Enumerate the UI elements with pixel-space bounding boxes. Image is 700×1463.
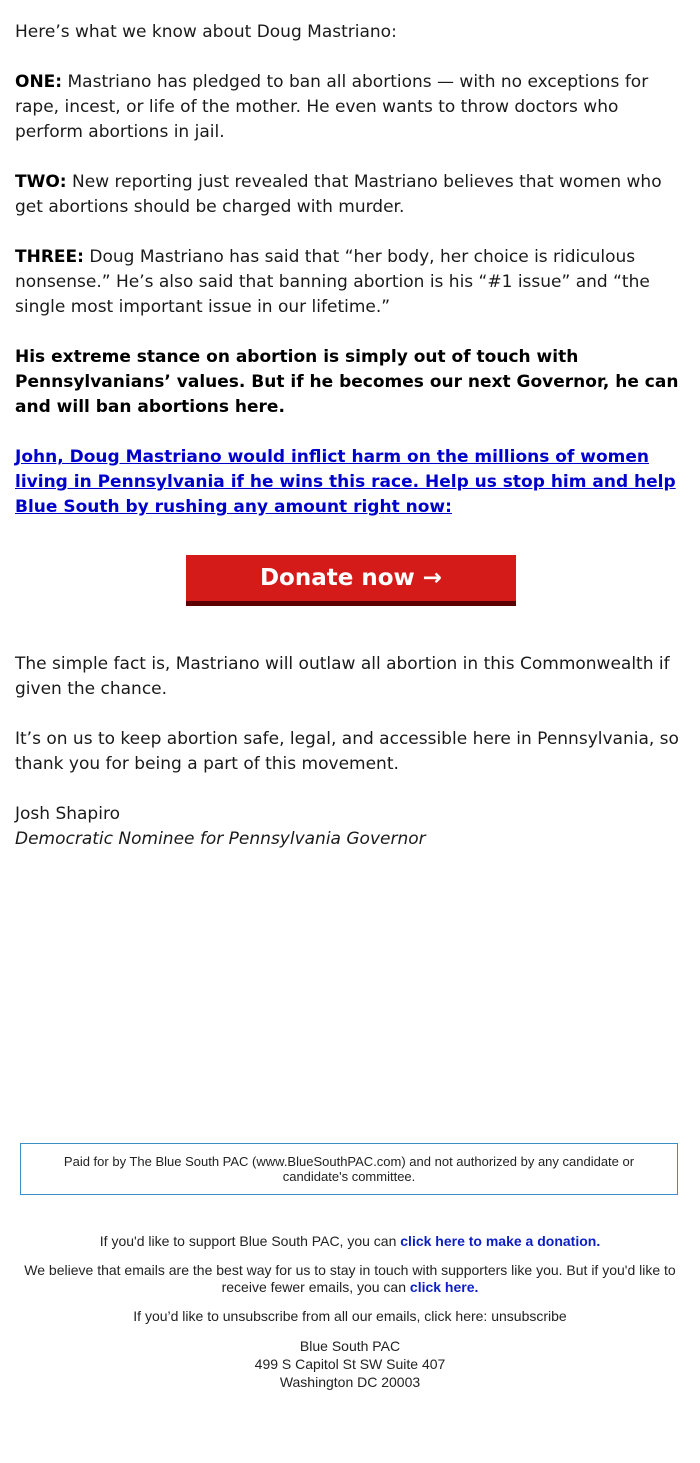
point-three-label: THREE:	[15, 247, 84, 267]
point-three	[15, 245, 687, 320]
unsubscribe-text: If you’d like to unsubscribe from all our emails, click here:	[133, 1308, 492, 1324]
point-one-text: Mastriano has pledged to ban all abortions — with no exceptions for rape, incest, or life of the mother. He even wants to throw doctors who perform abortions in jail.	[15, 72, 649, 142]
point-one-label: ONE:	[15, 72, 63, 92]
disclaimer-text: Paid for by The Blue South PAC (www.BlueSouthPAC.com) and not authorized by any candidate or candidate's committee.	[63, 1154, 635, 1184]
support-text: If you'd like to support Blue South PAC, you can	[99, 1233, 401, 1249]
signature-name: Josh Shapiro	[15, 804, 120, 824]
unsubscribe-link[interactable]: unsubscribe	[491, 1308, 567, 1324]
org-name: Blue South PAC	[299, 1338, 401, 1354]
intro-text: Here’s what we know about Doug Mastriano:	[15, 22, 397, 42]
footer	[20, 1233, 680, 1391]
donate-now-button[interactable]: Donate now →	[186, 555, 516, 606]
footer-fewer-emails-line	[20, 1262, 680, 1296]
point-two-text: New reporting just revealed that Mastriano believes that women who get abortions should be charged with murder.	[15, 172, 662, 217]
fewer-emails-text: We believe that emails are the best way for us to stay in touch with supporters like you. But if you'd like to receive fewer emails, you can	[24, 1262, 676, 1295]
donate-button-container	[15, 555, 687, 606]
bold-statement: His extreme stance on abortion is simply out of touch with Pennsylvanians’ values. But if he becomes our next Governor, he can and will ban abortions here.	[15, 347, 679, 417]
point-three-text: Doug Mastriano has said that “her body, her choice is ridiculous nonsense.” He’s also said that banning abortion is his “#1 issue” and “the single most important issue in our lifetime.”	[15, 247, 650, 317]
paid-for-disclaimer	[20, 1143, 678, 1195]
footer-unsubscribe-line	[20, 1308, 680, 1325]
fewer-emails-link[interactable]: click here.	[409, 1279, 479, 1295]
cta-donate-link[interactable]: John, Doug Mastriano would inflict harm on the millions of women living in Pennsylvania if he wins this race. Help us stop him and help Blue South by rushing any amount right now:	[15, 447, 676, 517]
point-two	[15, 170, 687, 220]
cta-paragraph	[15, 445, 687, 520]
signature	[15, 802, 687, 852]
point-two-label: TWO:	[15, 172, 67, 192]
email-body	[15, 20, 687, 852]
mailing-address	[20, 1337, 680, 1391]
signature-title: Democratic Nominee for Pennsylvania Governor	[15, 829, 426, 849]
point-one	[15, 70, 687, 145]
footer-support-line	[20, 1233, 680, 1250]
address-line-2: Washington DC 20003	[279, 1374, 421, 1390]
make-donation-link[interactable]: click here to make a donation.	[400, 1233, 601, 1249]
address-line-1: 499 S Capitol St SW Suite 407	[254, 1356, 446, 1372]
closing-paragraph-1: The simple fact is, Mastriano will outlaw all abortion in this Commonwealth if given the chance.	[15, 654, 670, 699]
closing-paragraph-2: It’s on us to keep abortion safe, legal, and accessible here in Pennsylvania, so thank you for being a part of this movement.	[15, 729, 679, 774]
